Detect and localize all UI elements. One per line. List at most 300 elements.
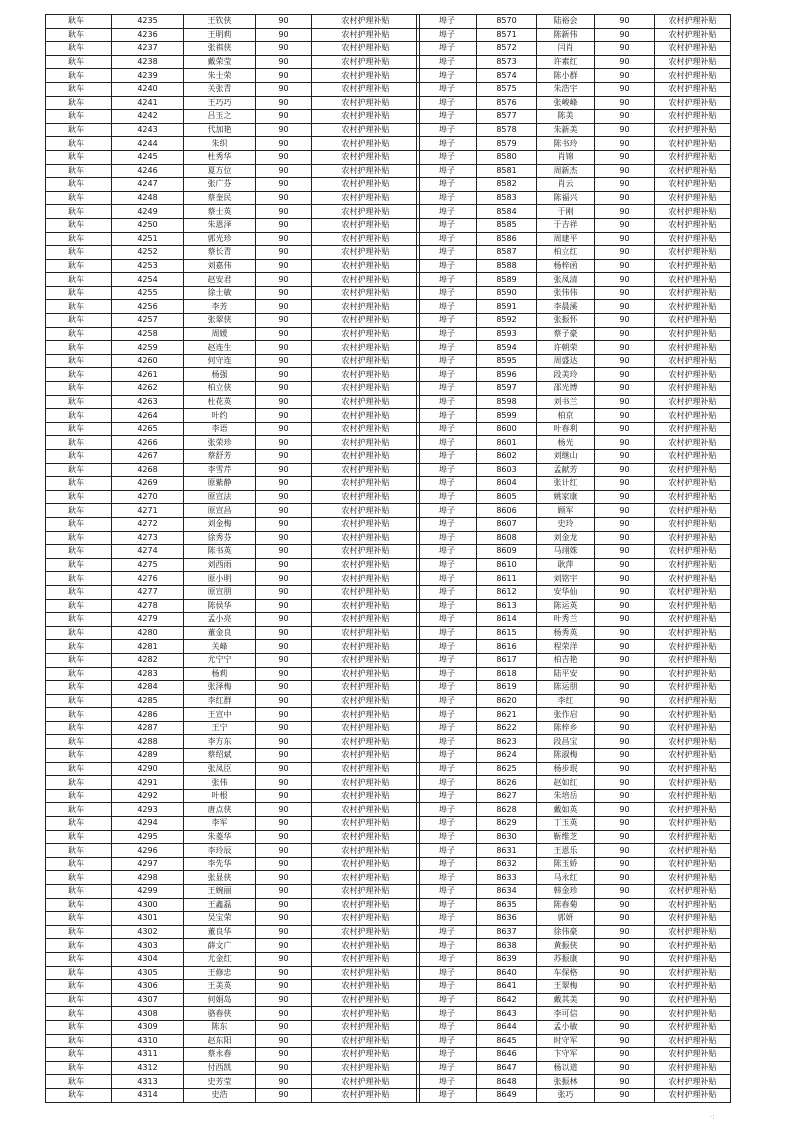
amount-cell: 90 [595,830,655,844]
subsidy-type-cell: 农村护理补贴 [312,137,420,151]
village-cell: 埠子 [417,450,477,464]
subsidy-type-cell: 农村护理补贴 [655,286,731,300]
subsidy-type-cell: 农村护理补贴 [655,246,731,260]
village-cell: 耿车 [46,966,112,980]
table-row [417,28,731,42]
subsidy-type-cell: 农村护理补贴 [312,871,420,885]
table-row [46,123,420,137]
subsidy-type-cell: 农村护理补贴 [312,218,420,232]
subsidy-type-cell: 农村护理补贴 [312,857,420,871]
name-cell: 张计红 [537,477,595,491]
id-cell: 8621 [477,708,537,722]
village-cell: 耿车 [46,830,112,844]
table-row [46,382,420,396]
name-cell: 杜花英 [184,395,256,409]
table-row [46,341,420,355]
amount-cell: 90 [256,191,312,205]
table-row [46,436,420,450]
subsidy-type-cell: 农村护理补贴 [312,422,420,436]
village-cell: 埠子 [417,191,477,205]
id-cell: 8590 [477,286,537,300]
name-cell: 闫肖 [537,42,595,56]
amount-cell: 90 [256,409,312,423]
village-cell: 埠子 [417,382,477,396]
village-cell: 耿车 [46,42,112,56]
table-row [417,409,731,423]
village-cell: 耿车 [46,735,112,749]
name-cell: 徐秀芬 [184,531,256,545]
village-cell: 耿车 [46,55,112,69]
table-row [417,599,731,613]
subsidy-type-cell: 农村护理补贴 [312,354,420,368]
table-row [46,558,420,572]
table-row [417,1020,731,1034]
id-cell: 8642 [477,993,537,1007]
id-cell: 8575 [477,82,537,96]
id-cell: 8604 [477,477,537,491]
name-cell: 戴其美 [537,993,595,1007]
page-corner-mark: ·: [710,1113,715,1121]
village-cell: 耿车 [46,477,112,491]
amount-cell: 90 [256,708,312,722]
subsidy-type-cell: 农村护理补贴 [312,708,420,722]
name-cell: 陆平安 [537,667,595,681]
name-cell: 周新杰 [537,164,595,178]
amount-cell: 90 [595,232,655,246]
village-cell: 埠子 [417,844,477,858]
table-row [417,327,731,341]
table-row [46,1075,420,1089]
village-cell: 耿车 [46,504,112,518]
amount-cell: 90 [256,993,312,1007]
village-cell: 埠子 [417,817,477,831]
id-cell: 4276 [112,572,184,586]
subsidy-type-cell: 农村护理补贴 [312,640,420,654]
table-row [46,205,420,219]
name-cell: 原小明 [184,572,256,586]
subsidy-type-cell: 农村护理补贴 [312,1075,420,1089]
amount-cell: 90 [595,123,655,137]
id-cell: 8579 [477,137,537,151]
name-cell: 肖锦 [537,150,595,164]
village-cell: 耿车 [46,69,112,83]
village-cell: 埠子 [417,273,477,287]
village-cell: 埠子 [417,626,477,640]
amount-cell: 90 [595,1034,655,1048]
table-row [417,898,731,912]
subsidy-type-cell: 农村护理补贴 [655,545,731,559]
village-cell: 耿车 [46,980,112,994]
amount-cell: 90 [595,912,655,926]
amount-cell: 90 [256,925,312,939]
id-cell: 8574 [477,69,537,83]
name-cell: 陈梓乡 [537,721,595,735]
subsidy-type-cell: 农村护理补贴 [655,939,731,953]
village-cell: 埠子 [417,368,477,382]
amount-cell: 90 [595,531,655,545]
village-cell: 耿车 [46,137,112,151]
table-row [417,885,731,899]
table-row [417,640,731,654]
id-cell: 4271 [112,504,184,518]
amount-cell: 90 [256,164,312,178]
subsidy-type-cell: 农村护理补贴 [312,55,420,69]
table-row [46,1007,420,1021]
id-cell: 8576 [477,96,537,110]
subsidy-type-cell: 农村护理补贴 [312,613,420,627]
subsidy-type-cell: 农村护理补贴 [312,259,420,273]
name-cell: 陈小群 [537,69,595,83]
amount-cell: 90 [595,749,655,763]
subsidy-type-cell: 农村护理补贴 [312,286,420,300]
subsidy-type-cell: 农村护理补贴 [312,1020,420,1034]
name-cell: 张巧 [537,1088,595,1102]
amount-cell: 90 [595,110,655,124]
table-row [417,952,731,966]
subsidy-type-cell: 农村护理补贴 [655,599,731,613]
id-cell: 8610 [477,558,537,572]
name-cell: 赵连生 [184,341,256,355]
table-row [417,830,731,844]
name-cell: 王修忠 [184,966,256,980]
amount-cell: 90 [595,735,655,749]
village-cell: 耿车 [46,1034,112,1048]
village-cell: 埠子 [417,395,477,409]
name-cell: 段美玲 [537,368,595,382]
table-row [417,721,731,735]
amount-cell: 90 [595,218,655,232]
id-cell: 4251 [112,232,184,246]
name-cell: 卞守军 [537,1048,595,1062]
amount-cell: 90 [256,1088,312,1102]
id-cell: 4281 [112,640,184,654]
subsidy-type-cell: 农村护理补贴 [655,1088,731,1102]
id-cell: 8570 [477,15,537,29]
amount-cell: 90 [595,69,655,83]
village-cell: 耿车 [46,721,112,735]
subsidy-type-cell: 农村护理补贴 [312,966,420,980]
name-cell: 董金良 [184,626,256,640]
name-cell: 许朝荣 [537,341,595,355]
table-row [46,1020,420,1034]
table-row [46,15,420,29]
id-cell: 4265 [112,422,184,436]
subsidy-type-cell: 农村护理补贴 [312,42,420,56]
village-cell: 耿车 [46,572,112,586]
amount-cell: 90 [595,776,655,790]
subsidy-type-cell: 农村护理补贴 [655,463,731,477]
subsidy-type-cell: 农村护理补贴 [655,980,731,994]
subsidy-type-cell: 农村护理补贴 [655,341,731,355]
id-cell: 4246 [112,164,184,178]
name-cell: 段昌宝 [537,735,595,749]
name-cell: 朱新美 [537,123,595,137]
name-cell: 张作启 [537,708,595,722]
table-row [417,286,731,300]
id-cell: 4268 [112,463,184,477]
subsidy-type-cell: 农村护理补贴 [655,708,731,722]
subsidy-type-cell: 农村护理补贴 [312,395,420,409]
subsidy-type-cell: 农村护理补贴 [655,626,731,640]
village-cell: 埠子 [417,966,477,980]
table-row [46,191,420,205]
table-row [417,1088,731,1102]
table-row [46,218,420,232]
village-cell: 埠子 [417,463,477,477]
subsidy-type-cell: 农村护理补贴 [655,490,731,504]
amount-cell: 90 [256,123,312,137]
id-cell: 4238 [112,55,184,69]
id-cell: 4272 [112,517,184,531]
name-cell: 李军 [184,817,256,831]
table-row [417,395,731,409]
table-row [46,273,420,287]
table-row [417,1048,731,1062]
id-cell: 4264 [112,409,184,423]
id-cell: 8580 [477,150,537,164]
village-cell: 耿车 [46,218,112,232]
amount-cell: 90 [595,789,655,803]
village-cell: 耿车 [46,640,112,654]
subsidy-type-cell: 农村护理补贴 [655,735,731,749]
subsidy-type-cell: 农村护理补贴 [312,749,420,763]
village-cell: 埠子 [417,585,477,599]
amount-cell: 90 [256,585,312,599]
amount-cell: 90 [256,830,312,844]
table-row [417,110,731,124]
village-cell: 埠子 [417,164,477,178]
name-cell: 史浩 [184,1088,256,1102]
name-cell: 王婉丽 [184,885,256,899]
village-cell: 埠子 [417,681,477,695]
name-cell: 原宣昌 [184,504,256,518]
table-row [417,69,731,83]
amount-cell: 90 [595,490,655,504]
table-row [46,653,420,667]
amount-cell: 90 [256,749,312,763]
subsidy-type-cell: 农村护理补贴 [312,232,420,246]
subsidy-type-cell: 农村护理补贴 [655,857,731,871]
subsidy-type-cell: 农村护理补贴 [312,164,420,178]
id-cell: 4256 [112,300,184,314]
subsidy-type-cell: 农村护理补贴 [312,803,420,817]
village-cell: 埠子 [417,341,477,355]
id-cell: 8592 [477,314,537,328]
name-cell: 陈新伟 [537,28,595,42]
subsidy-type-cell: 农村护理补贴 [312,28,420,42]
subsidy-type-cell: 农村护理补贴 [655,1048,731,1062]
subsidy-type-cell: 农村护理补贴 [312,327,420,341]
subsidy-type-cell: 农村护理补贴 [655,96,731,110]
amount-cell: 90 [595,504,655,518]
name-cell: 戴如英 [537,803,595,817]
amount-cell: 90 [595,82,655,96]
id-cell: 4301 [112,912,184,926]
table-row [46,789,420,803]
id-cell: 4311 [112,1048,184,1062]
table-row [417,450,731,464]
subsidy-type-cell: 农村护理补贴 [655,993,731,1007]
amount-cell: 90 [595,966,655,980]
amount-cell: 90 [256,871,312,885]
village-cell: 耿车 [46,1075,112,1089]
id-cell: 4296 [112,844,184,858]
id-cell: 4259 [112,341,184,355]
name-cell: 周建平 [537,232,595,246]
table-row [46,803,420,817]
amount-cell: 90 [256,28,312,42]
name-cell: 张伟伟 [537,286,595,300]
id-cell: 4248 [112,191,184,205]
id-cell: 8600 [477,422,537,436]
table-row [46,450,420,464]
name-cell: 王鑫磊 [184,898,256,912]
id-cell: 4303 [112,939,184,953]
id-cell: 4280 [112,626,184,640]
amount-cell: 90 [595,164,655,178]
subsidy-table-left [45,14,420,1103]
name-cell: 张振林 [537,1075,595,1089]
village-cell: 埠子 [417,980,477,994]
name-cell: 吴宝荣 [184,912,256,926]
subsidy-type-cell: 农村护理补贴 [655,259,731,273]
amount-cell: 90 [256,477,312,491]
village-cell: 耿车 [46,545,112,559]
subsidy-type-cell: 农村护理补贴 [655,898,731,912]
name-cell: 尤宁宁 [184,653,256,667]
name-cell: 车保格 [537,966,595,980]
name-cell: 叶约 [184,409,256,423]
amount-cell: 90 [256,273,312,287]
village-cell: 耿车 [46,952,112,966]
village-cell: 耿车 [46,1048,112,1062]
subsidy-type-cell: 农村护理补贴 [312,1088,420,1102]
subsidy-type-cell: 农村护理补贴 [655,436,731,450]
amount-cell: 90 [256,653,312,667]
village-cell: 耿车 [46,871,112,885]
amount-cell: 90 [595,871,655,885]
village-cell: 耿车 [46,599,112,613]
table-row [417,871,731,885]
table-row [46,327,420,341]
amount-cell: 90 [256,96,312,110]
village-cell: 耿车 [46,585,112,599]
id-cell: 4285 [112,694,184,708]
subsidy-type-cell: 农村护理补贴 [655,178,731,192]
id-cell: 4237 [112,42,184,56]
table-row [46,599,420,613]
name-cell: 安华仙 [537,585,595,599]
table-row [46,925,420,939]
amount-cell: 90 [256,69,312,83]
id-cell: 4274 [112,545,184,559]
amount-cell: 90 [256,762,312,776]
amount-cell: 90 [256,966,312,980]
table-row [417,789,731,803]
name-cell: 张凤清 [537,273,595,287]
subsidy-type-cell: 农村护理补贴 [655,150,731,164]
subsidy-type-cell: 农村护理补贴 [312,191,420,205]
table-row [417,817,731,831]
name-cell: 陈福兴 [537,191,595,205]
amount-cell: 90 [595,409,655,423]
name-cell: 李玲辰 [184,844,256,858]
amount-cell: 90 [595,653,655,667]
id-cell: 8601 [477,436,537,450]
amount-cell: 90 [256,341,312,355]
village-cell: 耿车 [46,395,112,409]
id-cell: 8612 [477,585,537,599]
village-cell: 耿车 [46,626,112,640]
name-cell: 孟小亮 [184,613,256,627]
amount-cell: 90 [256,545,312,559]
table-row [46,735,420,749]
village-cell: 埠子 [417,939,477,953]
table-row [417,749,731,763]
id-cell: 4305 [112,966,184,980]
table-row [417,232,731,246]
amount-cell: 90 [256,694,312,708]
id-cell: 4249 [112,205,184,219]
subsidy-type-cell: 农村护理补贴 [312,531,420,545]
name-cell: 张荣珍 [184,436,256,450]
subsidy-type-cell: 农村护理补贴 [655,123,731,137]
amount-cell: 90 [595,667,655,681]
village-cell: 耿车 [46,1020,112,1034]
village-cell: 耿车 [46,314,112,328]
name-cell: 杨步珉 [537,762,595,776]
subsidy-type-cell: 农村护理补贴 [312,912,420,926]
id-cell: 4292 [112,789,184,803]
id-cell: 4293 [112,803,184,817]
name-cell: 赵如红 [537,776,595,790]
id-cell: 4242 [112,110,184,124]
id-cell: 4254 [112,273,184,287]
id-cell: 8620 [477,694,537,708]
village-cell: 埠子 [417,314,477,328]
village-cell: 埠子 [417,300,477,314]
amount-cell: 90 [595,191,655,205]
subsidy-type-cell: 农村护理补贴 [312,898,420,912]
name-cell: 孟小敏 [537,1020,595,1034]
amount-cell: 90 [256,1007,312,1021]
village-cell: 耿车 [46,463,112,477]
id-cell: 4290 [112,762,184,776]
village-cell: 耿车 [46,490,112,504]
subsidy-type-cell: 农村护理补贴 [312,382,420,396]
subsidy-type-cell: 农村护理补贴 [655,912,731,926]
village-cell: 耿车 [46,993,112,1007]
subsidy-type-cell: 农村护理补贴 [312,82,420,96]
subsidy-type-cell: 农村护理补贴 [655,531,731,545]
table-row [46,28,420,42]
amount-cell: 90 [595,300,655,314]
id-cell: 8637 [477,925,537,939]
id-cell: 4267 [112,450,184,464]
village-cell: 耿车 [46,885,112,899]
subsidy-type-cell: 农村护理补贴 [655,925,731,939]
name-cell: 郭妍 [537,912,595,926]
amount-cell: 90 [595,28,655,42]
village-cell: 耿车 [46,232,112,246]
id-cell: 4313 [112,1075,184,1089]
table-row [46,749,420,763]
table-row [46,110,420,124]
village-cell: 埠子 [417,1034,477,1048]
village-cell: 埠子 [417,1061,477,1075]
village-cell: 埠子 [417,96,477,110]
id-cell: 4310 [112,1034,184,1048]
